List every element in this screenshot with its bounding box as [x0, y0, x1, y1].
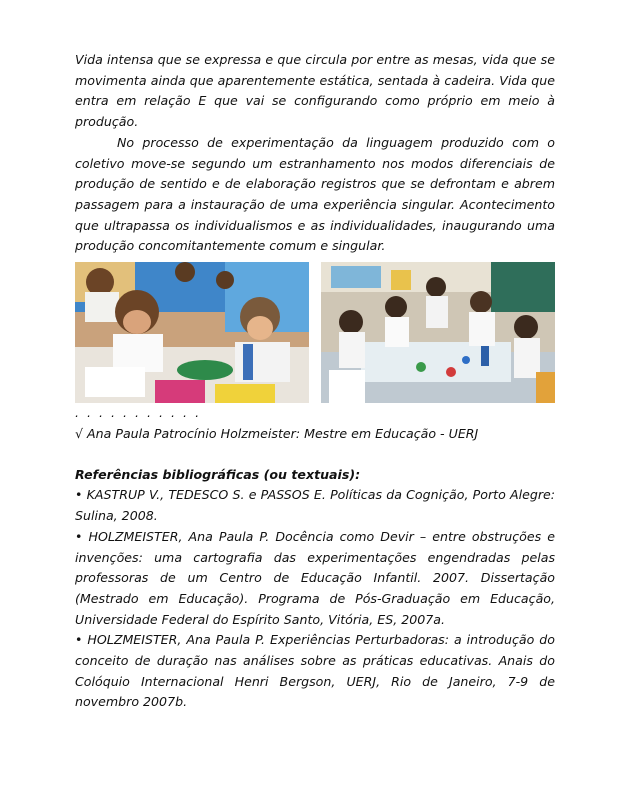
- classroom-photo-left: [75, 262, 309, 403]
- document-page: [75, 50, 555, 713]
- paragraph-1: Vida intensa que se expressa e que circula por entre as mesas, vida que se movimenta ainda que aparentemente estática, sentada à cadeira. Vida que entra em relação E que vai se configurando como próprio em meio à produção.: [75, 52, 555, 130]
- classroom-photo-right: [321, 262, 555, 403]
- paragraph-2: No processo de experimentação da linguagem produzido com o coletivo move-se segundo um estranhamento nos modos diferenciais de produção de sentido e de elaboração registros que se defrontam e abrem passagem para a instauração de uma experiência singular. Acontecimento que ultrapassa os individualismos e as individualidades, inaugurando uma produção concomitantemente comum e singular.: [75, 134, 555, 254]
- separator-dots: . . . . . . . . . . .: [75, 405, 202, 421]
- reference-item: • HOLZMEISTER, Ana Paula P. Docência como Devir – entre obstruções e invenções: uma cartografia das experimentações engendradas pelas professoras de um Centro de Educação Infantil. 2007. Dissertação (Mestrado em Educação). Programa de Pós-Graduação em Educação, Universidade Federal do Espírito Santo, Vitória, ES, 2007a.: [75, 528, 555, 627]
- author-line: √ Ana Paula Patrocínio Holzmeister: Mestre em Educação - UERJ: [75, 426, 479, 442]
- references-title: Referências bibliográficas (ou textuais):: [75, 466, 361, 482]
- reference-item: • KASTRUP V., TEDESCO S. e PASSOS E. Políticas da Cognição, Porto Alegre: Sulina, 2008.: [75, 487, 555, 524]
- reference-item: • HOLZMEISTER, Ana Paula P. Experiências Perturbadoras: a introdução do conceito de duração nas análises sobre as práticas educativas. Anais do Colóquio Internacional Henri Bergson, UERJ, Rio de Janeiro, 7-9 de novembro 2007b.: [75, 632, 555, 710]
- photo-row: [75, 262, 555, 403]
